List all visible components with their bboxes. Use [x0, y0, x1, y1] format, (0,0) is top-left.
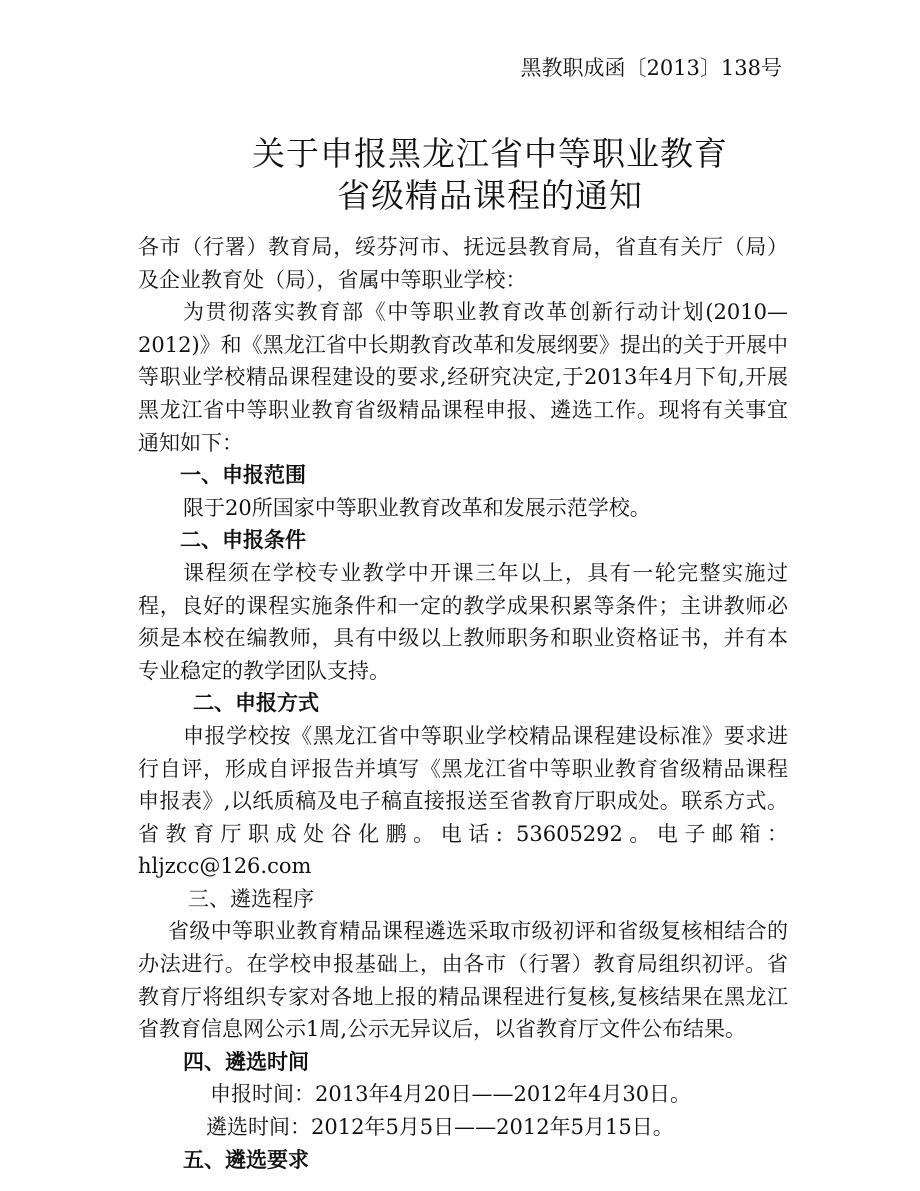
title-line-2: 省级精品课程的通知	[337, 176, 643, 215]
section-2-heading: 二、申报条件	[180, 528, 306, 553]
section-3-text: 申报学校按《黑龙江省中等职业学校精品课程建设标准》要求进行自评，形成自评报告并填写《黑龙江省中等职业教育省级精品课程申报表》,以纸质稿及电子稿直接报送至省教育厅职成处。联系方式。省教育厅职成处谷化鹏。电话: 53605292。电子邮箱：hljzcc@126.com	[138, 723, 788, 879]
title-line-1: 关于申报黑龙江省中等职业教育	[252, 134, 728, 173]
section-4-text: 省级中等职业教育精品课程遴选采取市级初评和省级复核相结合的办法进行。在学校申报基础上，由各市（行署）教育局组织初评。省教育厅将组织专家对各地上报的精品课程进行复核,复核结果在黑龙江省教育信息网公示1周,公示无异议后，以省教育厅文件公布结果。	[138, 919, 788, 1042]
document-body	[138, 231, 788, 1176]
section-5-heading: 四、遴选时间	[183, 1049, 309, 1074]
application-period: 申报时间：2013年4月20日——2012年4月30日。	[210, 1082, 692, 1107]
section-6-heading: 五、遴选要求	[183, 1147, 309, 1172]
section-4-heading: 三、遴选程序	[188, 886, 314, 911]
doc-number: 黑教职成函〔2013〕138号	[520, 56, 782, 80]
section-2-text: 课程须在学校专业教学中开课三年以上，具有一轮完整实施过程，良好的课程实施条件和一定的教学成果积累等条件；主讲教师必须是本校在编教师，具有中级以上教师职务和职业资格证书，并有本专业稳定的教学团队支持。	[138, 560, 788, 683]
selection-period: 遴选时间：2012年5月5日——2012年5月15日。	[206, 1115, 674, 1140]
intro-paragraph: 为贯彻落实教育部《中等职业教育改革创新行动计划(2010—2012)》和《黑龙江省中长期教育改革和发展纲要》提出的关于开展中等职业学校精品课程建设的要求,经研究决定,于2013年4月下旬,开展黑龙江省中等职业教育省级精品课程申报、遴选工作。现将有关事宜通知如下：	[138, 300, 788, 455]
section-1-heading: 一、申报范围	[180, 463, 306, 488]
recipients: 各市（行署）教育局，绥芬河市、抚远县教育局，省直有关厅（局）及企业教育处（局），省属中等职业学校：	[138, 235, 788, 292]
section-1-text: 限于20所国家中等职业教育改革和发展示范学校。	[183, 495, 651, 520]
section-3-heading: 二、申报方式	[193, 691, 319, 716]
